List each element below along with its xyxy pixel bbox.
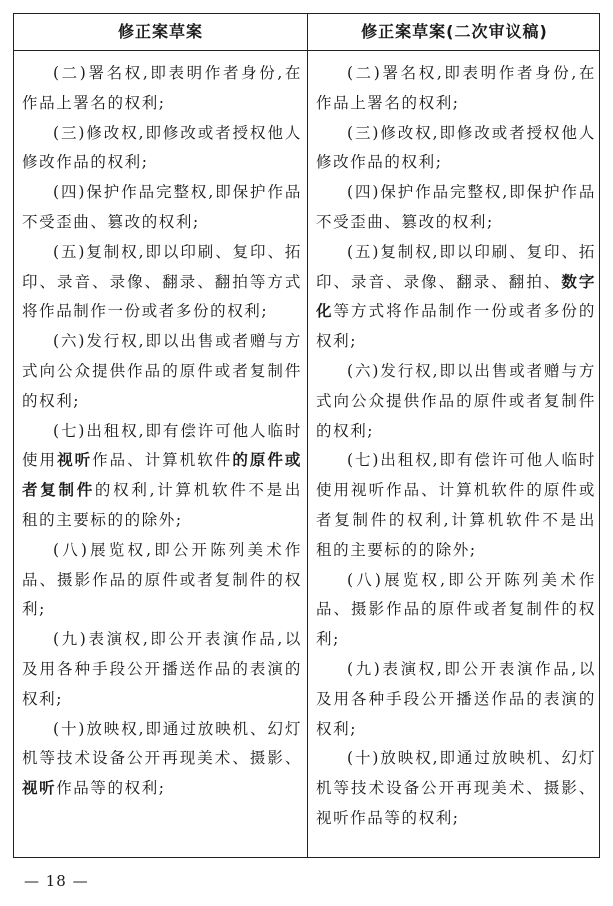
right-clause-5	[316, 446, 596, 565]
right-clause-0	[316, 59, 596, 119]
clause-text: (七)出租权,即有偿许可他人临时使用视听作品、计算机软件的原件或者复制件的权利,计算机软件不是出租的主要标的的除外;	[316, 451, 596, 559]
left-clause-2	[22, 178, 302, 238]
comparison-table	[13, 13, 600, 858]
page-number: — 18 —	[24, 872, 89, 890]
clause-text: (九)表演权,即公开表演作品,以及用各种手段公开播送作品的表演的权利;	[316, 659, 596, 738]
clause-text: 作品等的权利;	[56, 779, 166, 798]
left-clause-4	[22, 327, 302, 416]
highlighted-text: 视听	[22, 779, 57, 798]
left-column-body	[22, 59, 302, 804]
right-clause-3	[316, 238, 596, 357]
clause-text: 的权利,计算机软件不是出租的主要标的的除外;	[22, 481, 302, 529]
right-clause-8	[316, 744, 596, 833]
clause-text: 等方式将作品制作一份或者多份的权利;	[316, 302, 596, 351]
clause-text: (十)放映权,即通过放映机、幻灯机等技术设备公开再现美术、摄影、	[22, 719, 302, 768]
clause-text: (三)修改权,即修改或者授权他人修改作品的权利;	[316, 123, 596, 172]
highlighted-text: 数字化	[316, 272, 597, 321]
clause-text: (二)署名权,即表明作者身份,在作品上署名的权利;	[316, 64, 596, 112]
left-clause-1	[22, 119, 302, 179]
right-column-header: 修正案草案(二次审议稿)	[361, 22, 548, 41]
clause-text: (九)表演权,即公开表演作品,以及用各种手段公开播送作品的表演的权利;	[22, 630, 302, 708]
right-clause-2	[316, 178, 596, 238]
left-clause-7	[22, 625, 302, 714]
clause-text: 作品、计算机软件	[92, 451, 233, 470]
right-column-body	[316, 59, 596, 834]
clause-text: (六)发行权,即以出售或者赠与方式向公众提供作品的原件或者复制件的权利;	[22, 332, 302, 410]
right-clause-4	[316, 357, 596, 446]
header-divider	[14, 50, 599, 51]
right-clause-7	[316, 655, 596, 744]
clause-text: (七)出租权,即有偿许可他人临时使用	[22, 421, 302, 470]
left-clause-5	[22, 417, 302, 536]
left-clause-0	[22, 59, 302, 119]
clause-text: (八)展览权,即公开陈列美术作品、摄影作品的原件或者复制件的权利;	[316, 570, 596, 649]
clause-text: (四)保护作品完整权,即保护作品不受歪曲、篡改的权利;	[22, 183, 302, 231]
column-divider	[307, 14, 308, 857]
left-clause-6	[22, 536, 302, 625]
left-clause-8	[22, 715, 302, 804]
clause-text: (五)复制权,即以印刷、复印、拓印、录音、录像、翻录、翻拍、	[316, 242, 596, 291]
right-clause-6	[316, 566, 596, 655]
clause-text: (二)署名权,即表明作者身份,在作品上署名的权利;	[22, 64, 302, 112]
left-column-header: 修正案草案	[117, 22, 203, 41]
clause-text: (六)发行权,即以出售或者赠与方式向公众提供作品的原件或者复制件的权利;	[316, 361, 596, 440]
clause-text: (五)复制权,即以印刷、复印、拓印、录音、录像、翻录、翻拍等方式将作品制作一份或者多份的权利;	[22, 242, 302, 321]
left-clause-3	[22, 238, 302, 327]
highlighted-text: 视听	[57, 451, 93, 470]
right-clause-1	[316, 119, 596, 179]
clause-text: (十)放映权,即通过放映机、幻灯机等技术设备公开再现美术、摄影、视听作品等的权利;	[316, 749, 596, 827]
highlighted-text: 的原件或者复制件	[22, 451, 303, 500]
clause-text: (三)修改权,即修改或者授权他人修改作品的权利;	[22, 123, 302, 172]
clause-text: (四)保护作品完整权,即保护作品不受歪曲、篡改的权利;	[316, 183, 596, 231]
clause-text: (八)展览权,即公开陈列美术作品、摄影作品的原件或者复制件的权利;	[22, 540, 302, 619]
